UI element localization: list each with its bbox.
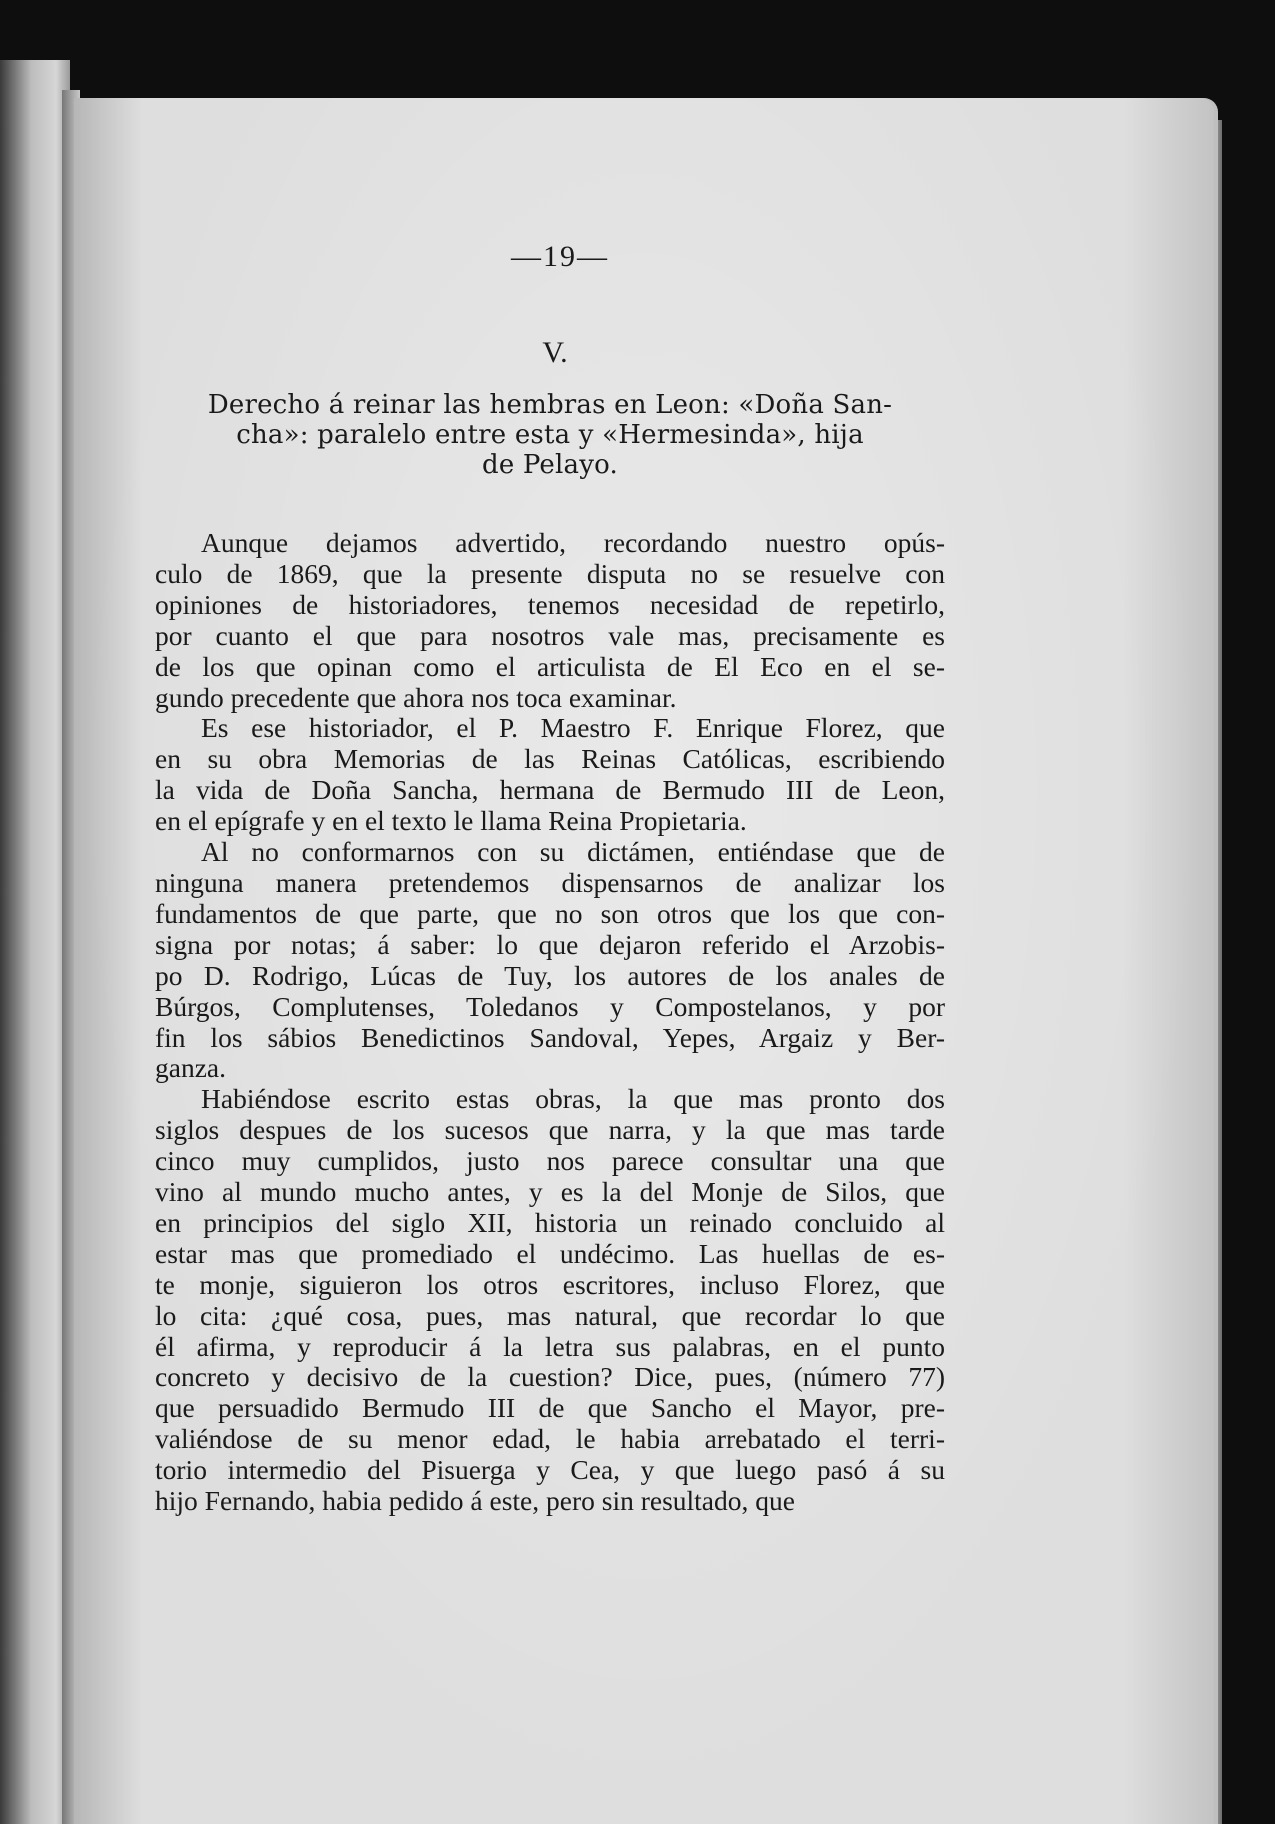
page-content — [155, 240, 945, 1517]
body-text — [155, 528, 945, 1517]
text-line: hijo Fernando, habia pedido á este, pero sin resultado, que — [155, 1485, 795, 1517]
heading-line: cha»: paralelo entre esta y «Hermesinda», hija — [236, 420, 864, 450]
paragraph — [155, 837, 945, 1084]
text-line: fin los sábios Benedictinos Sandoval, Yepes, Argaiz y Ber- — [155, 1021, 945, 1053]
text-line: él afirma, y reproducir á la letra sus palabras, en el punto — [155, 1330, 945, 1362]
text-line: vino al mundo mucho antes, y es la del Monje de Silos, que — [155, 1176, 945, 1208]
text-line: que persuadido Bermudo III de que Sancho el Mayor, pre- — [155, 1392, 945, 1424]
paragraph — [155, 713, 945, 837]
heading-line: Derecho á reinar las hembras en Leon: «Doña San- — [207, 390, 893, 420]
text-line: Es ese historiador, el P. Maestro F. Enrique Florez, que — [201, 712, 945, 744]
text-line: te monje, siguieron los otros escritores, incluso Florez, que — [155, 1268, 945, 1300]
page-number: —19— — [511, 240, 609, 273]
text-line: en su obra Memorias de las Reinas Católicas, escribiendo — [155, 743, 945, 775]
text-line: Búrgos, Complutenses, Toledanos y Compostelanos, y por — [155, 990, 945, 1022]
text-line: po D. Rodrigo, Lúcas de Tuy, los autores de los anales de — [155, 959, 945, 991]
text-line: gundo precedente que ahora nos toca examinar. — [155, 681, 677, 713]
text-line: lo cita: ¿qué cosa, pues, mas natural, que recordar lo que — [155, 1299, 945, 1331]
text-line: opiniones de historiadores, tenemos necesidad de repetirlo, — [155, 588, 945, 620]
text-line: siglos despues de los sucesos que narra, y la que mas tarde — [155, 1114, 945, 1146]
chapter-number: V. — [542, 336, 568, 369]
text-line: por cuanto el que para nosotros vale mas, precisamente es — [155, 619, 945, 651]
text-line: en el epígrafe y en el texto le llama Reina Propietaria. — [155, 805, 747, 837]
text-line: concreto y decisivo de la cuestion? Dice, pues, (número 77) — [155, 1361, 945, 1393]
text-line: signa por notas; á saber: lo que dejaron referido el Arzobis- — [155, 928, 945, 960]
text-line: estar mas que promediado el undécimo. Las huellas de es- — [155, 1237, 945, 1269]
paragraph — [155, 1084, 945, 1517]
text-line: en principios del siglo XII, historia un reinado concluido al — [155, 1206, 945, 1238]
text-line: torio intermedio del Pisuerga y Cea, y que luego pasó á su — [155, 1454, 945, 1486]
text-line: Aunque dejamos advertido, recordando nuestro opús- — [201, 527, 945, 558]
left-page-edge — [0, 60, 70, 1824]
text-line: ganza. — [155, 1052, 226, 1084]
text-line: de los que opinan como el articulista de El Eco en el se- — [155, 650, 945, 682]
text-line: la vida de Doña Sancha, hermana de Bermudo III de Leon, — [155, 774, 945, 806]
text-line: Al no conformarnos con su dictámen, entiéndase que de — [201, 836, 945, 868]
text-line: valiéndose de su menor edad, le habia arrebatado el terri- — [155, 1423, 945, 1455]
text-line: ninguna manera pretendemos dispensarnos de analizar los — [155, 866, 945, 898]
text-line: fundamentos de que parte, que no son otros que los que con- — [155, 897, 945, 929]
text-line: cinco muy cumplidos, justo nos parece consultar una que — [155, 1145, 945, 1177]
text-line: Habiéndose escrito estas obras, la que mas pronto dos — [201, 1083, 945, 1115]
text-line: culo de 1869, que la presente disputa no se resuelve con — [155, 557, 945, 589]
chapter-heading — [155, 390, 945, 480]
paragraph — [155, 528, 945, 713]
heading-line: de Pelayo. — [482, 450, 618, 480]
